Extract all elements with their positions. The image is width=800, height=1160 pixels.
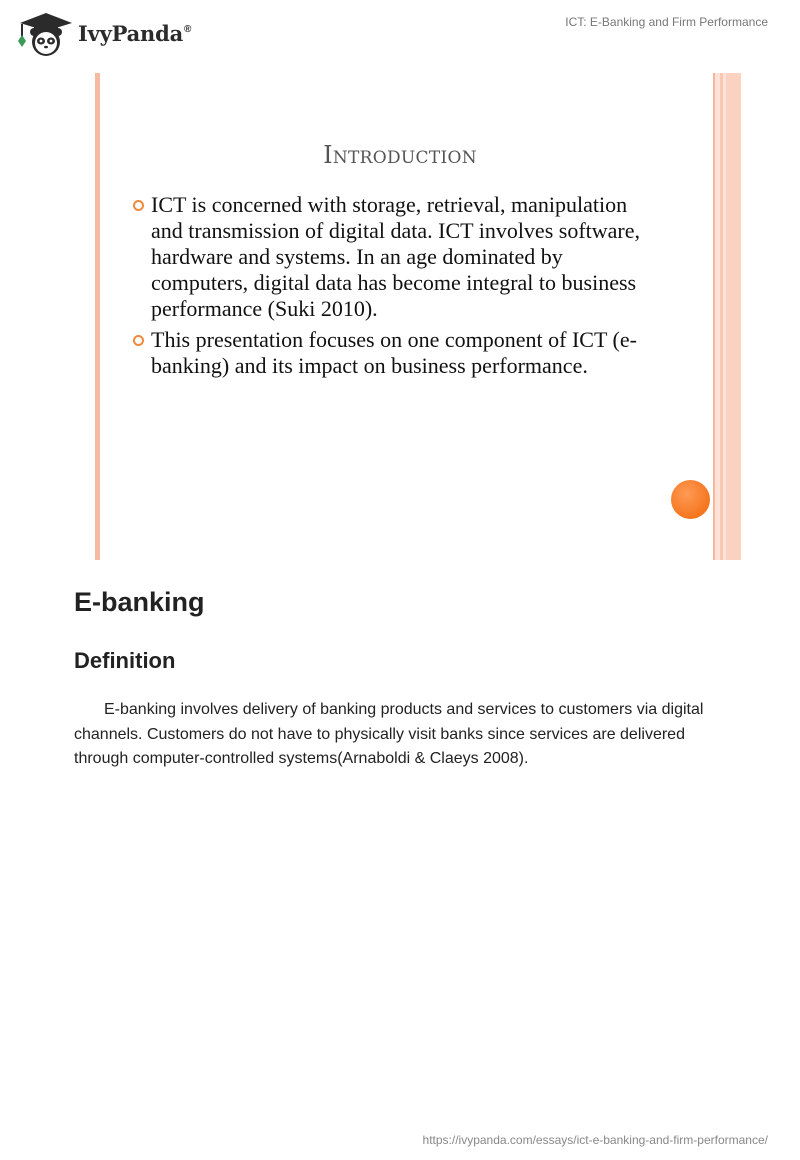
slide-right-stripe	[713, 73, 715, 560]
slide-right-stripe	[726, 73, 741, 560]
slide-right-stripe	[720, 73, 723, 560]
orange-circle-decoration	[671, 480, 710, 519]
slide-bullet-text: ICT is concerned with storage, retrieval, manipulation and transmission of digital data. ICT involves software, hardware and systems. In an age dominated by computers, digital data has become integral to business performance (Suki 2010).	[151, 192, 641, 321]
slide-bullet	[133, 327, 653, 379]
circle-bullet-icon	[133, 200, 144, 211]
slide-bullet-text: This presentation focuses on one component of ICT (e-banking) and its impact on business performance.	[151, 327, 637, 378]
circle-bullet-icon	[133, 335, 144, 346]
logo[interactable]	[14, 9, 191, 57]
slide-title: Introduction	[323, 141, 477, 169]
slide-bullet-list	[133, 192, 653, 384]
footer-url[interactable]: https://ivypanda.com/essays/ict-e-banking-and-firm-performance/	[422, 1133, 768, 1147]
body-paragraph: E-banking involves delivery of banking products and services to customers via digital channels. Customers do not have to physically visit banks since services are delivered through computer-controlled systems(Arnaboldi & Claeys 2008).	[74, 701, 704, 767]
panda-graduation-cap-icon	[14, 9, 72, 57]
section-heading: E-banking	[74, 587, 205, 617]
slide-bullet	[133, 192, 653, 322]
logo-text: IvyPanda®	[78, 20, 192, 46]
sub-heading: Definition	[74, 648, 176, 673]
document-title: ICT: E-Banking and Firm Performance	[565, 15, 768, 29]
presentation-slide	[95, 73, 741, 560]
